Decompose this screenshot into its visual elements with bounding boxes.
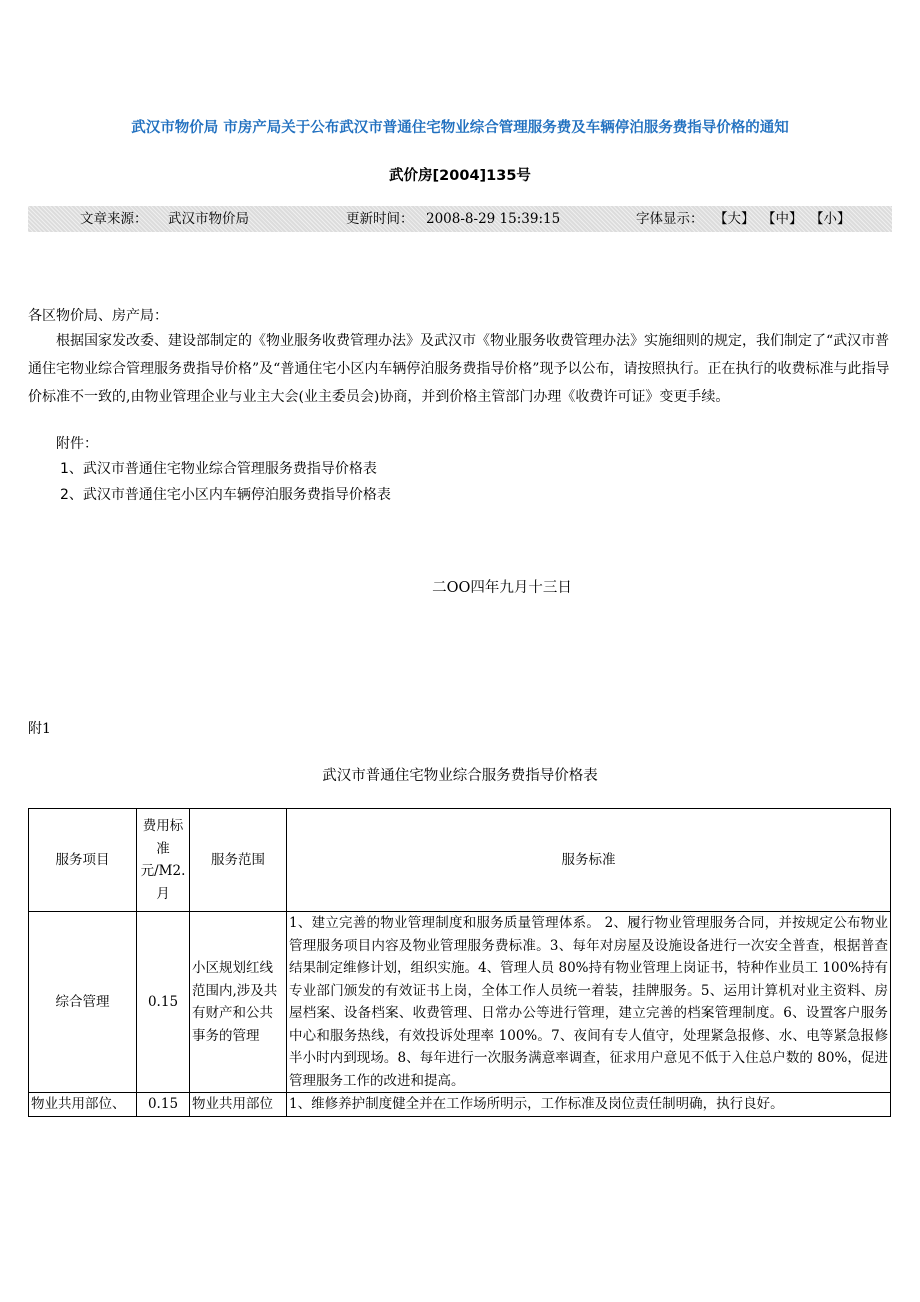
attachment-item: 1、武汉市普通住宅物业综合管理服务费指导价格表 [60, 461, 377, 477]
font-medium-link[interactable]: 【中】 [762, 211, 803, 227]
row-standard: 1、建立完善的物业管理制度和服务质量管理体系。 2、履行物业管理服务合同，并按规定公布物业管理服务项目内容及物业管理服务费标准。3、每年对房屋及设施设备进行一次安全普查，根据普查结果制定维修计划，组织实施。4、管理人员 80%持有物业管理上岗证书，特种作业员工 100%持有专业部门颁发的有效证书上岗，全体工作人员统一着装，挂牌服务。5、运用计算机对业主资料、房屋档案、设备档案、收费管理、日常办公等进行管理，建立完善的档案管理制度。6、设置客户服务中心和服务热线，有效投诉处理率 100%。7、夜间有专人值守，处理紧急报修、水、电等紧急报修半小时内到现场。8、每年进行一次服务满意率调查，征求用户意见不低于入住总户数的 80%，促进管理服务工作的改进和提高。 [287, 912, 891, 1093]
row-service-item: 综合管理 [29, 912, 137, 1093]
font-large-link[interactable]: 【大】 [714, 211, 755, 227]
updated-label: 更新时间： [346, 211, 414, 227]
attachment-item: 2、武汉市普通住宅小区内车辆停泊服务费指导价格表 [60, 487, 391, 503]
table-row [29, 912, 891, 1093]
source-label: 文章来源： [80, 211, 148, 227]
header-fee-standard: 费用标准元/M2.月 [137, 809, 190, 912]
header-service-item: 服务项目 [29, 809, 137, 912]
annex-label: 附1 [28, 721, 51, 737]
row-fee: 0.15 [137, 1093, 190, 1117]
document-number: 武价房[2004]135号 [389, 168, 531, 184]
attachments-label: 附件： [56, 436, 98, 452]
font-size-label: 字体显示： [636, 211, 704, 227]
row-standard: 1、维修养护制度健全并在工作场所明示，工作标准及岗位责任制明确，执行良好。 [287, 1093, 891, 1117]
fee-guideline-table [28, 808, 891, 1117]
table-row [29, 1093, 891, 1117]
article-title: 武汉市物价局 市房产局关于公布武汉市普通住宅物业综合管理服务费及车辆停泊服务费指导价格的通知 [131, 120, 789, 136]
row-service-item: 物业共用部位、 [29, 1093, 137, 1117]
row-scope: 小区规划红线范围内,涉及共有财产和公共事务的管理 [190, 912, 287, 1093]
header-service-standard: 服务标准 [287, 809, 891, 912]
source-value: 武汉市物价局 [168, 211, 249, 227]
notice-paragraph: 根据国家发改委、建设部制定的《物业服务收费管理办法》及武汉市《物业服务收费管理办法》实施细则的规定，我们制定了“武汉市普通住宅物业综合管理服务费指导价格”及“普通住宅小区内车辆停泊服务费指导价格”现予以公布，请按照执行。正在执行的收费标准与此指导价标准不一致的,由物业管理企业与业主大会(业主委员会)协商，并到价格主管部门办理《收费许可证》变更手续。 [28, 333, 890, 405]
table-header-row [29, 809, 891, 912]
font-small-link[interactable]: 【小】 [810, 211, 851, 227]
header-service-scope: 服务范围 [190, 809, 287, 912]
row-fee: 0.15 [137, 912, 190, 1093]
updated-value: 2008-8-29 15:39:15 [426, 211, 561, 227]
table-title: 武汉市普通住宅物业综合服务费指导价格表 [322, 768, 598, 784]
salutation: 各区物价局、房产局： [28, 308, 168, 324]
issue-date: 二OO四年九月十三日 [432, 580, 572, 596]
article-info-bar [28, 206, 892, 232]
row-scope: 物业共用部位 [190, 1093, 287, 1117]
